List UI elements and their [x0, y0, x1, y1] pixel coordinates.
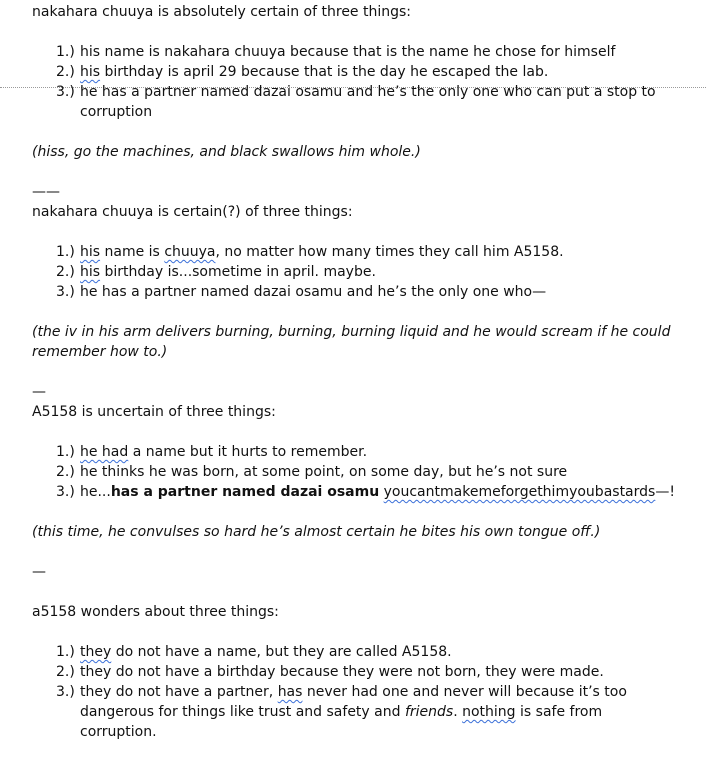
- list-number: 2.): [56, 64, 75, 80]
- spellcheck-word[interactable]: youcantmakemeforgethimyoubastards: [383, 484, 656, 500]
- spellcheck-word[interactable]: he had: [80, 444, 129, 460]
- spellcheck-word[interactable]: his: [80, 64, 101, 80]
- spellcheck-word[interactable]: his: [80, 264, 101, 280]
- list-number: 3.): [56, 84, 75, 100]
- list-number: 2.): [56, 664, 75, 680]
- section-3-heading: A5158 is uncertain of three things:: [32, 404, 276, 420]
- list-number: 3.): [56, 484, 75, 500]
- section-1-heading: nakahara chuuya is absolutely certain of three things:: [32, 4, 412, 20]
- list-item: they do not have a name, but they are called A5158.: [80, 644, 452, 660]
- list-item: he had a name but it hurts to remember.: [80, 444, 368, 460]
- list-number: 1.): [56, 44, 75, 60]
- section-3-aside: (this time, he convulses so hard he’s almost certain he bites his own tongue off.): [32, 524, 601, 540]
- list-item: he has a partner named dazai osamu and he’s the only one who—: [80, 284, 547, 300]
- spellcheck-word[interactable]: they: [80, 644, 112, 660]
- italic-text: friends: [404, 704, 454, 720]
- list-number: 2.): [56, 464, 75, 480]
- spellcheck-word[interactable]: his: [80, 244, 101, 260]
- spellcheck-word[interactable]: nothing: [462, 704, 516, 720]
- spellcheck-word[interactable]: chuuya: [164, 244, 216, 260]
- list-item: his name is nakahara chuuya because that is the name he chose for himself: [80, 44, 616, 60]
- bold-text: has a partner named dazai osamu: [110, 484, 380, 500]
- list-number: 2.): [56, 264, 75, 280]
- section-separator: —: [32, 564, 46, 580]
- section-separator: ——: [32, 184, 60, 200]
- list-item: his name is chuuya, no matter how many times they call him A5158.: [80, 244, 564, 260]
- list-item: they do not have a partner, has never had one and never will because it’s too: [80, 684, 627, 700]
- list-item-continuation: corruption: [80, 104, 153, 120]
- list-item: he has a partner named dazai osamu and he’s the only one who can put a stop to: [80, 84, 656, 100]
- section-1-aside: (hiss, go the machines, and black swallows him whole.): [32, 144, 421, 160]
- list-number: 1.): [56, 644, 75, 660]
- list-number: 3.): [56, 684, 75, 700]
- spellcheck-word[interactable]: has: [277, 684, 303, 700]
- section-separator: —: [32, 384, 46, 400]
- section-2-heading: nakahara chuuya is certain(?) of three things:: [32, 204, 353, 220]
- list-number: 3.): [56, 284, 75, 300]
- list-item: he...has a partner named dazai osamu youcantmakemeforgethimyoubastards—!: [80, 484, 675, 500]
- list-number: 1.): [56, 444, 75, 460]
- section-2-aside-continuation: remember how to.): [32, 344, 168, 360]
- list-item: he thinks he was born, at some point, on some day, but he’s not sure: [80, 464, 568, 480]
- list-item: they do not have a birthday because they were not born, they were made.: [80, 664, 604, 680]
- list-item: his birthday is...sometime in april. maybe.: [80, 264, 376, 280]
- list-item: his birthday is april 29 because that is the day he escaped the lab.: [80, 64, 549, 80]
- section-4-heading: a5158 wonders about three things:: [32, 604, 279, 620]
- section-2-aside: (the iv in his arm delivers burning, burning, burning liquid and he would scream if he could: [32, 324, 671, 340]
- list-item-continuation: corruption.: [80, 724, 157, 740]
- list-number: 1.): [56, 244, 75, 260]
- list-item-continuation: dangerous for things like trust and safety and friends. nothing is safe from: [80, 704, 603, 720]
